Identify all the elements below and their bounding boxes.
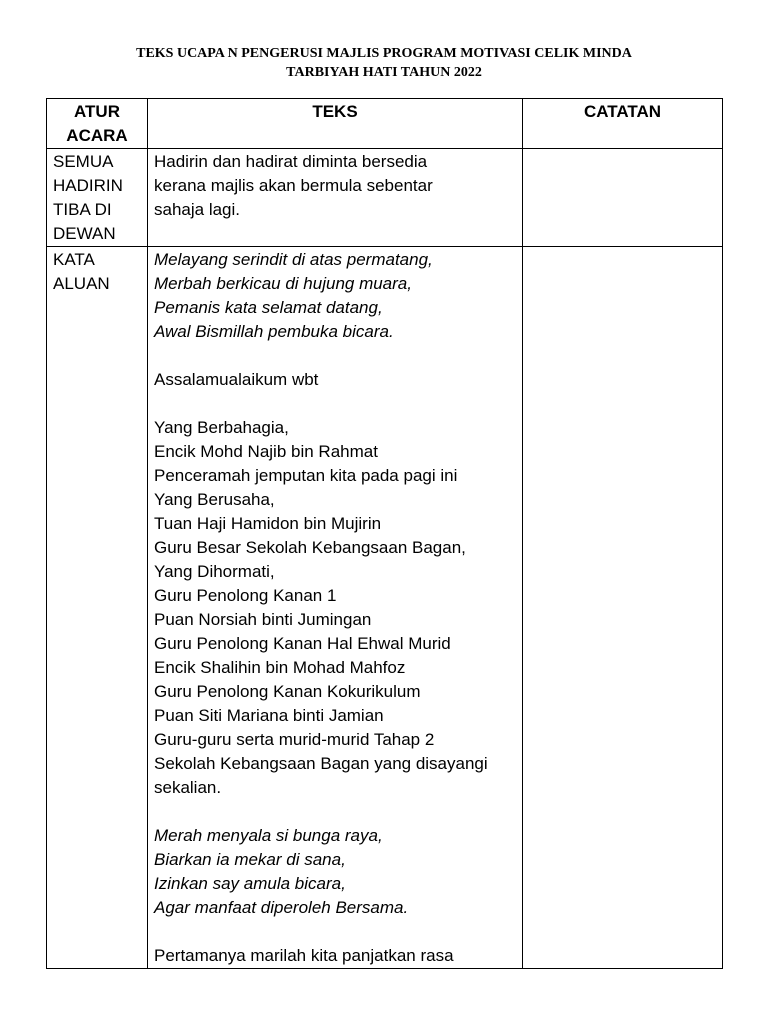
row-text-cell xyxy=(148,247,523,969)
row-label-cell xyxy=(47,247,148,969)
pantun-line: Melayang serindit di atas permatang, xyxy=(154,250,433,269)
text-line: kerana majlis akan bermula sebentar xyxy=(154,176,433,195)
row-label-line: ALUAN xyxy=(53,274,110,293)
text-line: Guru Penolong Kanan Kokurikulum xyxy=(154,682,421,701)
pantun-line: Merah menyala si bunga raya, xyxy=(154,826,383,845)
greeting-line: Assalamualaikum wbt xyxy=(154,370,319,389)
text-line: Puan Siti Mariana binti Jamian xyxy=(154,706,384,725)
table-row xyxy=(47,247,723,969)
text-line: Hadirin dan hadirat diminta bersedia xyxy=(154,152,428,171)
document-title-line-1: TEKS UCAPA N PENGERUSI MAJLIS PROGRAM MOTIVASI CELIK MINDA xyxy=(136,46,632,61)
text-line: Encik Shalihin bin Mohad Mahfoz xyxy=(154,658,406,677)
row-label-line: SEMUA xyxy=(53,152,114,171)
text-line: Penceramah jemputan kita pada pagi ini xyxy=(154,466,458,485)
pantun-line: Biarkan ia mekar di sana, xyxy=(154,850,346,869)
row-label-line: KATA xyxy=(53,250,95,269)
header-atur-acara-line-1: ATUR xyxy=(74,102,120,121)
text-line: Guru Penolong Kanan Hal Ehwal Murid xyxy=(154,634,451,653)
row-label-line: HADIRIN xyxy=(53,176,123,195)
row-label-cell xyxy=(47,149,148,247)
text-line: Yang Dihormati, xyxy=(154,562,275,581)
row-label-line: DEWAN xyxy=(53,224,116,243)
table-row xyxy=(47,149,723,247)
pantun-line: Agar manfaat diperoleh Bersama. xyxy=(154,898,409,917)
table-header-row xyxy=(47,99,723,149)
text-line: Pertamanya marilah kita panjatkan rasa xyxy=(154,946,454,965)
row-text-cell xyxy=(148,149,523,247)
paragraph-gap xyxy=(154,920,516,944)
text-line: Guru-guru serta murid-murid Tahap 2 xyxy=(154,730,435,749)
text-line: Guru Penolong Kanan 1 xyxy=(154,586,337,605)
header-atur-acara-line-2: ACARA xyxy=(66,126,128,145)
pantun-line: Awal Bismillah pembuka bicara. xyxy=(154,322,394,341)
text-line: Puan Norsiah binti Jumingan xyxy=(154,610,372,629)
text-line: Sekolah Kebangsaan Bagan yang disayangi xyxy=(154,754,488,773)
header-catatan: CATATAN xyxy=(523,99,723,149)
text-line: Guru Besar Sekolah Kebangsaan Bagan, xyxy=(154,538,466,557)
pantun-line: Izinkan say amula bicara, xyxy=(154,874,346,893)
text-line: sahaja lagi. xyxy=(154,200,241,219)
text-line: Yang Berbahagia, xyxy=(154,418,289,437)
document-title-line-2: TARBIYAH HATI TAHUN 2022 xyxy=(286,65,482,80)
document-title xyxy=(40,44,728,82)
row-label-line: TIBA DI xyxy=(53,200,112,219)
event-script-table xyxy=(46,98,723,969)
paragraph-gap xyxy=(154,800,516,824)
text-line: Encik Mohd Najib bin Rahmat xyxy=(154,442,378,461)
pantun-line: Merbah berkicau di hujung muara, xyxy=(154,274,412,293)
paragraph-gap xyxy=(154,344,516,368)
paragraph-gap xyxy=(154,392,516,416)
text-line: sekalian. xyxy=(154,778,222,797)
text-line: Yang Berusaha, xyxy=(154,490,275,509)
pantun-line: Pemanis kata selamat datang, xyxy=(154,298,383,317)
header-teks: TEKS xyxy=(148,99,523,149)
text-line: Tuan Haji Hamidon bin Mujirin xyxy=(154,514,382,533)
row-note-cell xyxy=(523,149,723,247)
row-note-cell xyxy=(523,247,723,969)
header-atur-acara xyxy=(47,99,148,149)
